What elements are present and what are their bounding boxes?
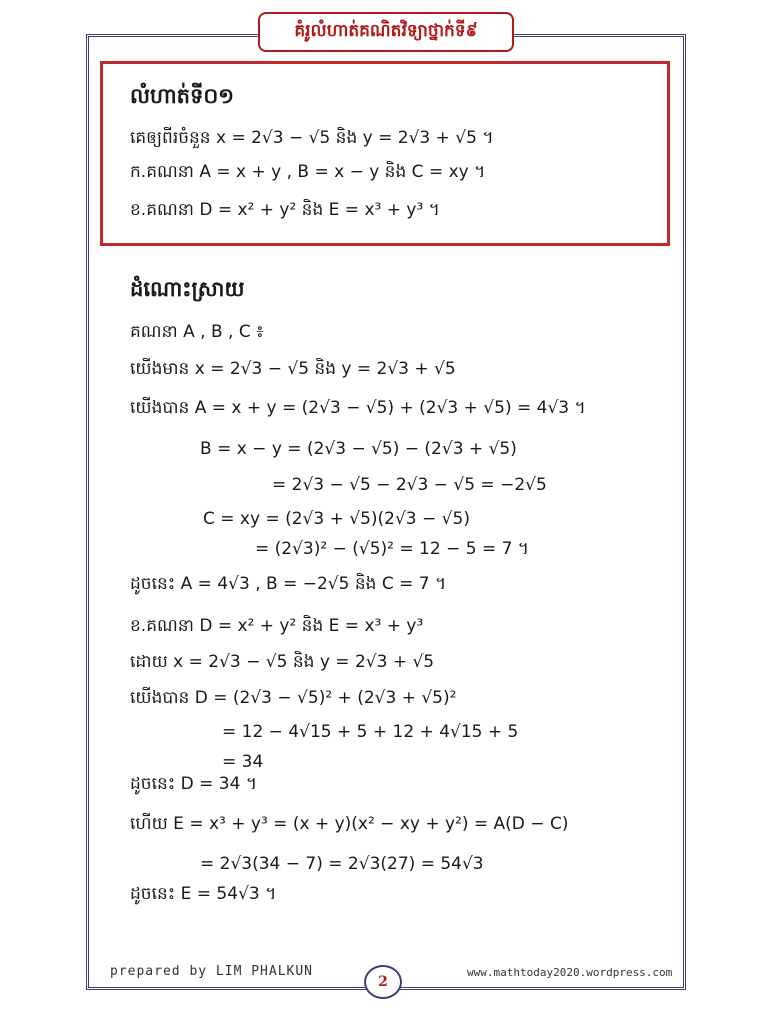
solution-line: ខ.គណនា D = x² + y² និង E = x³ + y³ — [130, 616, 424, 636]
solution-line: ដោយ x = 2√3 − √5 និង y = 2√3 + √5 — [130, 652, 435, 672]
page-header-title: គំរូលំហាត់គណិតវិទ្យាថ្នាក់ទី៩ — [258, 12, 514, 52]
solution-line: ហើយ E = x³ + y³ = (x + y)(x² − xy + y²) = A(D − C) — [130, 814, 569, 834]
solution-line: ដូចនេះ D = 34 ។ — [130, 774, 258, 794]
footer-author: prepared by LIM PHALKUN — [110, 964, 314, 979]
solution-line: = 34 — [222, 752, 264, 772]
solution-line: B = x − y = (2√3 − √5) − (2√3 + √5) — [200, 439, 517, 459]
solution-line: គណនា A , B , C ៖ — [130, 322, 264, 342]
solution-line: យើងបាន A = x + y = (2√3 − √5) + (2√3 + √5) = 4√3 ។ — [130, 398, 586, 418]
problem-title: លំហាត់ទី០១ — [130, 84, 235, 108]
solution-title: ដំណោះស្រាយ — [130, 277, 245, 301]
solution-line: = 12 − 4√15 + 5 + 12 + 4√15 + 5 — [222, 722, 519, 742]
solution-line: = 2√3(34 − 7) = 2√3(27) = 54√3 — [200, 854, 484, 874]
problem-part-a: ក.គណនា A = x + y , B = x − y និង C = xy ។ — [130, 162, 486, 182]
problem-given: គេឲ្យពីរចំនួន x = 2√3 − √5 និង y = 2√3 + √5 ។ — [130, 128, 494, 148]
footer-website[interactable]: www.mathtoday2020.wordpress.com — [467, 966, 673, 979]
solution-line: ដូចនេះ E = 54√3 ។ — [130, 884, 277, 904]
solution-line: យើងមាន x = 2√3 − √5 និង y = 2√3 + √5 — [130, 359, 456, 379]
solution-line: ដូចនេះ A = 4√3 , B = −2√5 និង C = 7 ។ — [130, 574, 447, 594]
page-number: 2 — [364, 965, 402, 999]
solution-line: C = xy = (2√3 + √5)(2√3 − √5) — [203, 509, 470, 529]
solution-line: យើងបាន D = (2√3 − √5)² + (2√3 + √5)² — [130, 688, 457, 708]
solution-line: = 2√3 − √5 − 2√3 − √5 = −2√5 — [272, 475, 547, 495]
solution-line: = (2√3)² − (√5)² = 12 − 5 = 7 ។ — [255, 539, 530, 559]
problem-part-b: ខ.គណនា D = x² + y² និង E = x³ + y³ ។ — [130, 200, 440, 220]
